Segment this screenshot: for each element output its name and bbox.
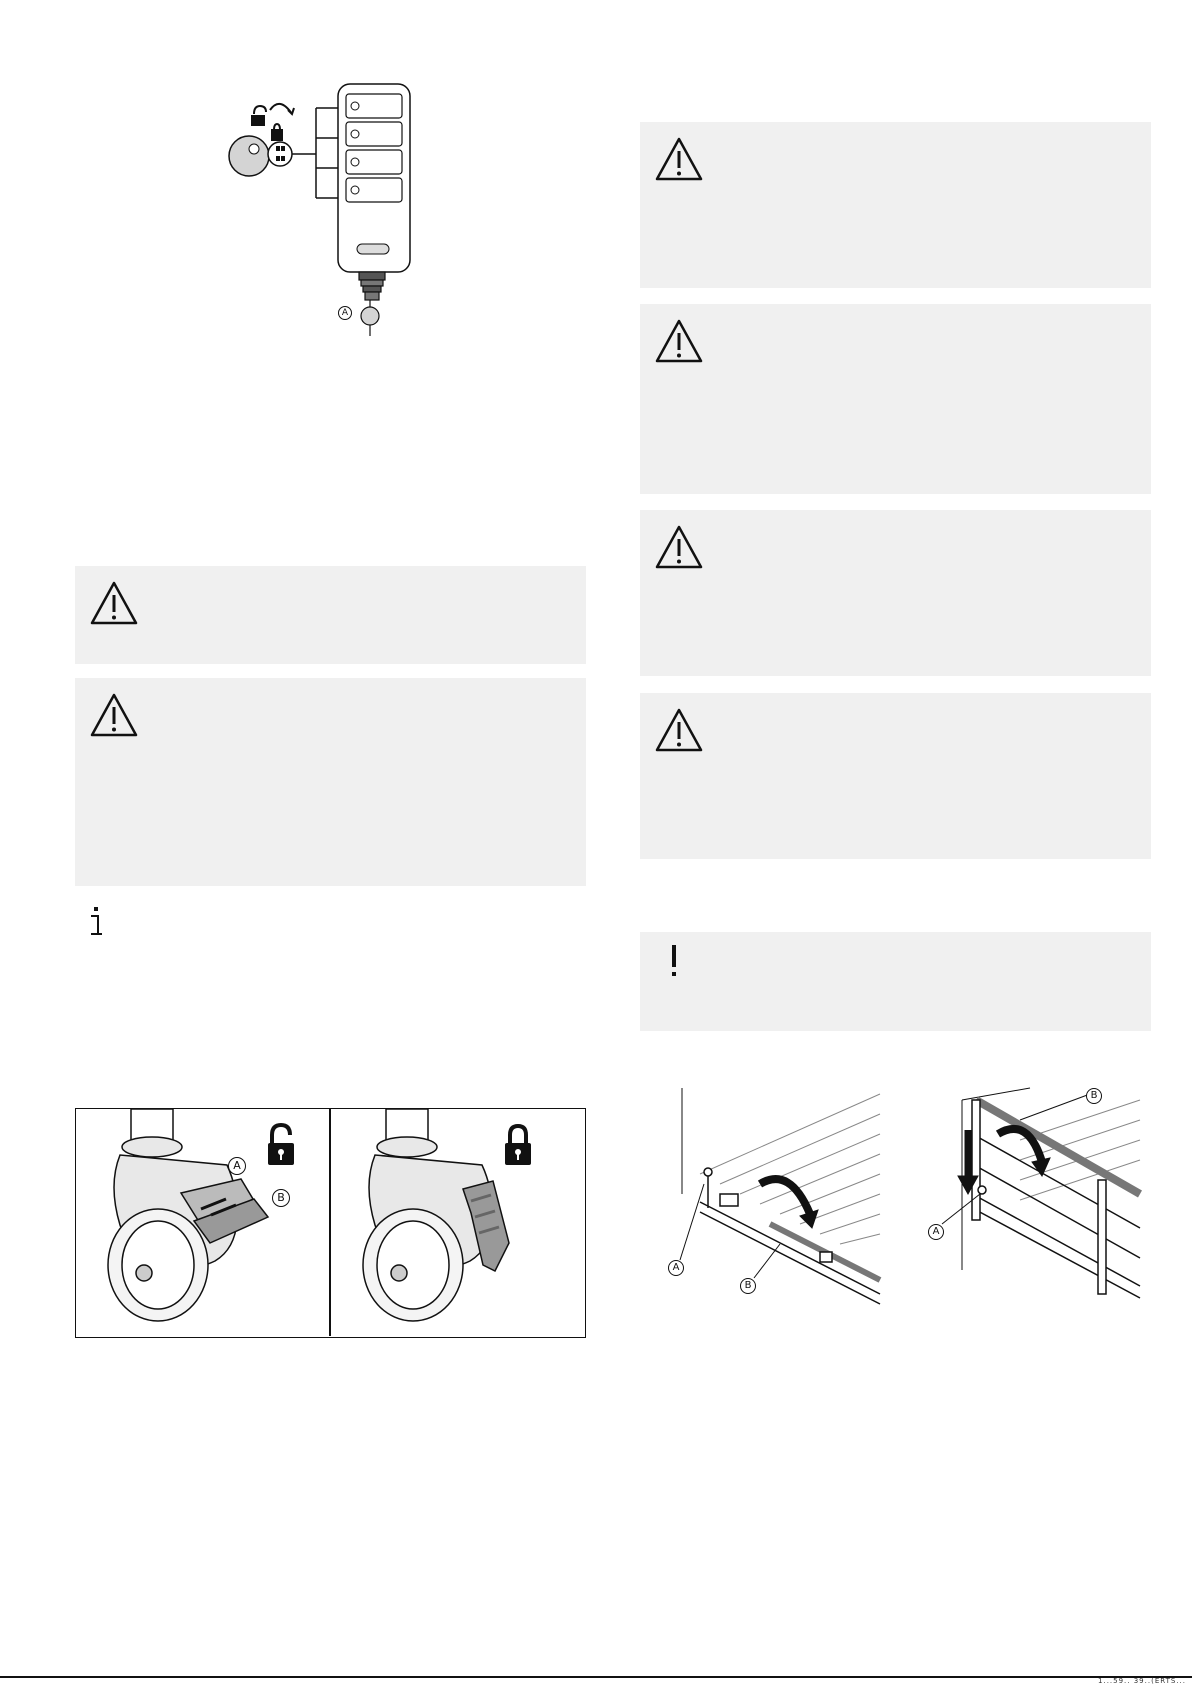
- callout-rail-left-a: A: [668, 1260, 684, 1276]
- hand-control-figure: [220, 78, 440, 358]
- lock-key-knob-icon: [229, 136, 292, 176]
- callout-rail-right-b: B: [1086, 1088, 1102, 1104]
- rotate-arrow-icon: [760, 1179, 818, 1228]
- unlocked-padlock-icon: [268, 1125, 294, 1165]
- unlock-lock-rotate-icon: [252, 104, 294, 140]
- warning-triangle-icon: [654, 707, 704, 753]
- warning-triangle-icon: [654, 318, 704, 364]
- locked-padlock-icon: [505, 1126, 531, 1165]
- footer-rule: [0, 1676, 1192, 1678]
- hand-control-illustration: [220, 78, 440, 358]
- important-box: [640, 932, 1151, 1031]
- warning-triangle-icon: [654, 136, 704, 182]
- castor-wheel-unlocked: [108, 1109, 268, 1321]
- hand-control-body: [338, 84, 410, 272]
- warning-box-3: [640, 122, 1151, 288]
- footer-text: 1...59.. 39..(ERTS...: [1098, 1677, 1186, 1685]
- warning-box-1: [75, 566, 586, 664]
- callout-brake-b: B: [272, 1189, 290, 1207]
- side-rail-lowered-figure: [660, 1084, 890, 1314]
- castor-wheel-locked: [363, 1109, 509, 1321]
- side-rail-raised-figure: [920, 1080, 1150, 1310]
- callout-rail-right-a: A: [928, 1224, 944, 1240]
- warning-box-6: [640, 693, 1151, 859]
- warning-triangle-icon: [89, 580, 139, 626]
- hand-control-cable: [359, 272, 385, 336]
- castor-locked-panel: [331, 1109, 584, 1336]
- warning-box-2: [75, 678, 586, 886]
- callout-rail-left-b: B: [740, 1278, 756, 1294]
- info-icon: [86, 906, 106, 938]
- warning-box-5: [640, 510, 1151, 676]
- callout-hand-control-a: A: [338, 306, 352, 320]
- warning-triangle-icon: [654, 524, 704, 570]
- exclamation-icon: [666, 944, 682, 978]
- castor-brake-figure: [75, 1108, 586, 1338]
- warning-triangle-icon: [89, 692, 139, 738]
- warning-box-4: [640, 304, 1151, 494]
- castor-unlocked-panel: [76, 1109, 329, 1336]
- callout-brake-a: A: [228, 1157, 246, 1175]
